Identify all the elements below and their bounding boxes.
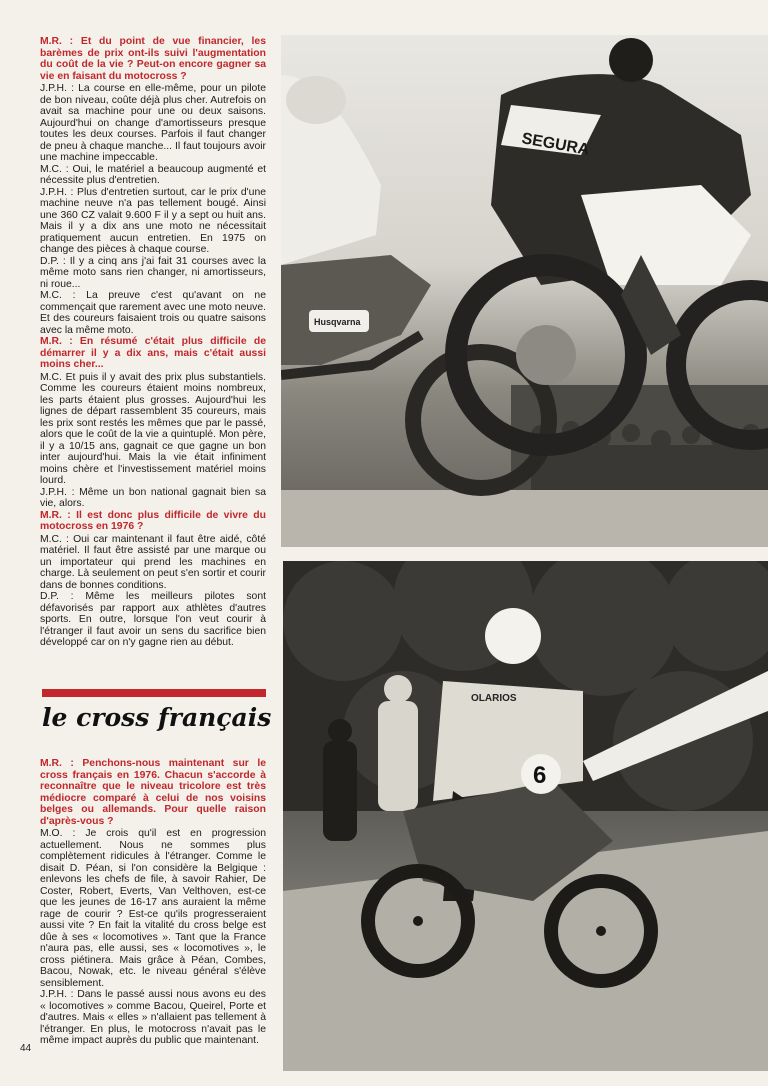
page-number: 44 (20, 1043, 32, 1054)
answer-paragraph: M.C. : La preuve c'est qu'avant on ne commençait que rarement avec une moto neuve. Et des coureurs faisaient trois ou quatre saisons avec la même moto. (40, 290, 266, 336)
question-paragraph: M.R. : Et du point de vue financier, les barèmes de prix ont-ils suivi l'augmentation du coût de la vie ? Peut-on encore gagner sa vie en faisant du motocross ? (40, 36, 266, 82)
question-paragraph: M.R. : En résumé c'était plus difficile de démarrer il y a dix ans, mais c'était aussi moins cher... (40, 336, 266, 370)
photo-riders-jump (281, 35, 768, 547)
article-column-bottom (40, 758, 266, 1047)
answer-paragraph: J.P.H. : La course en elle-même, pour un pilote de bon niveau, coûte déjà plus cher. Autrefois on avait sa machine pour une ou deux saisons. Aujourd'hui on change d'amortisseurs presque toutes les deux courses. Parfois il faut changer de pneu à chaque manche... Il faut toujours avoir une machine impeccable. (40, 83, 266, 163)
race-plate-number: 6 (533, 762, 547, 789)
bike-brand-label: Husqvarna (314, 317, 361, 327)
answer-paragraph: M.C. : Oui car maintenant il faut être aidé, côté matériel. Il faut être assisté par une marque ou un importateur qui prend les machines en charge. Là seulement on peut s'en sortir et courir dans de bonnes conditions. (40, 533, 266, 591)
answer-paragraph: J.P.H. : Même un bon national gagnait bien sa vie, alors. (40, 486, 266, 509)
photo-rider-six (283, 561, 768, 1071)
answer-paragraph: J.P.H. : Plus d'entretien surtout, car le prix d'une machine neuve n'a pas tellement bougé. Ainsi une 360 CZ valait 9.600 F il y a sept ou huit ans. Mais il y a dix ans une moto ne nécessitait pratiquement aucun entretien. En 1975 on change des pièces à chaque course. (40, 186, 266, 255)
section-divider (42, 689, 266, 697)
question-paragraph: M.R. : Il est donc plus difficile de vivre du motocross en 1976 ? (40, 509, 266, 532)
answer-paragraph: M.C. Et puis il y avait des prix plus substantiels. Comme les coureurs étaient moins nombreux, les parts étaient plus grosses. Aujourd'hui les lignes de départ rassemblent 35 coureurs, mais les prix sont restés les mêmes que par le passé, alors que le coût de la vie a quintuplé. Mon père, il y a 10/15 ans, gagnait ce que gagne un bon inter aujourd'hui. Mais la vie était infiniment moins chère et l'investissement matériel moins lourd. (40, 371, 266, 486)
article-column-top (40, 36, 266, 649)
answer-paragraph: D.P. : Même les meilleurs pilotes sont défavorisés par rapport aux athlètes d'autres sports. En outre, lorsque l'on veut courir à l'étranger il faut avoir un sens du sacrifice bien développé car on n'y gagne rien au début. (40, 591, 266, 648)
section-title: le cross français (42, 703, 272, 732)
answer-paragraph: M.C. : Oui, le matériel a beaucoup augmenté et nécessite plus d'entretien. (40, 163, 266, 186)
photo-rider-six-illustration (283, 561, 768, 1071)
answer-paragraph: M.O. : Je crois qu'il est en progression actuellement. Nous ne sommes plus complètement ridicules à l'étranger. Comme le disait D. Péan, si l'on considère la Belgique : enlevons les chefs de file, à savoir Rahier, De Coster, Robert, Everts, Van Velthoven, est-ce que les jeunes de 16-17 ans auraient la même rage de courir ? Est-ce qu'ils progresseraient aussi vite ? En fait la vitalité du cross belge est dûe à ses « locomotives ». Tant que la France n'aura pas, elle aussi, ses « locomotives », le cross piétinera. Mais grâce à Péan, Combes, Bacou, Nowak, etc. le niveau général s'élève sensiblement. (40, 828, 266, 989)
answer-paragraph: J.P.H. : Dans le passé aussi nous avons eu des « locomotives » comme Bacou, Queirel, Porte et d'autres. Mais « elles » n'allaient pas tellement à l'étranger. En plus, le motocross n'avait pas le même impact auprès du public que maintenant. (40, 989, 266, 1046)
jersey-label: SEGURA (520, 130, 591, 159)
question-paragraph: M.R. : Penchons-nous maintenant sur le cross français en 1976. Chacun s'accorde à reconnaître que le niveau tricolore est très médiocre comparé à celui de nos voisins belges ou allemands. Pour quelle raison d'après-vous ? (40, 758, 266, 827)
answer-paragraph: D.P. : Il y a cinq ans j'ai fait 31 courses avec la même moto sans rien changer, ni amortisseurs, ni roue... (40, 255, 266, 290)
photo-riders-jump-illustration (281, 35, 768, 547)
jersey-label: OLARIOS (471, 693, 517, 704)
